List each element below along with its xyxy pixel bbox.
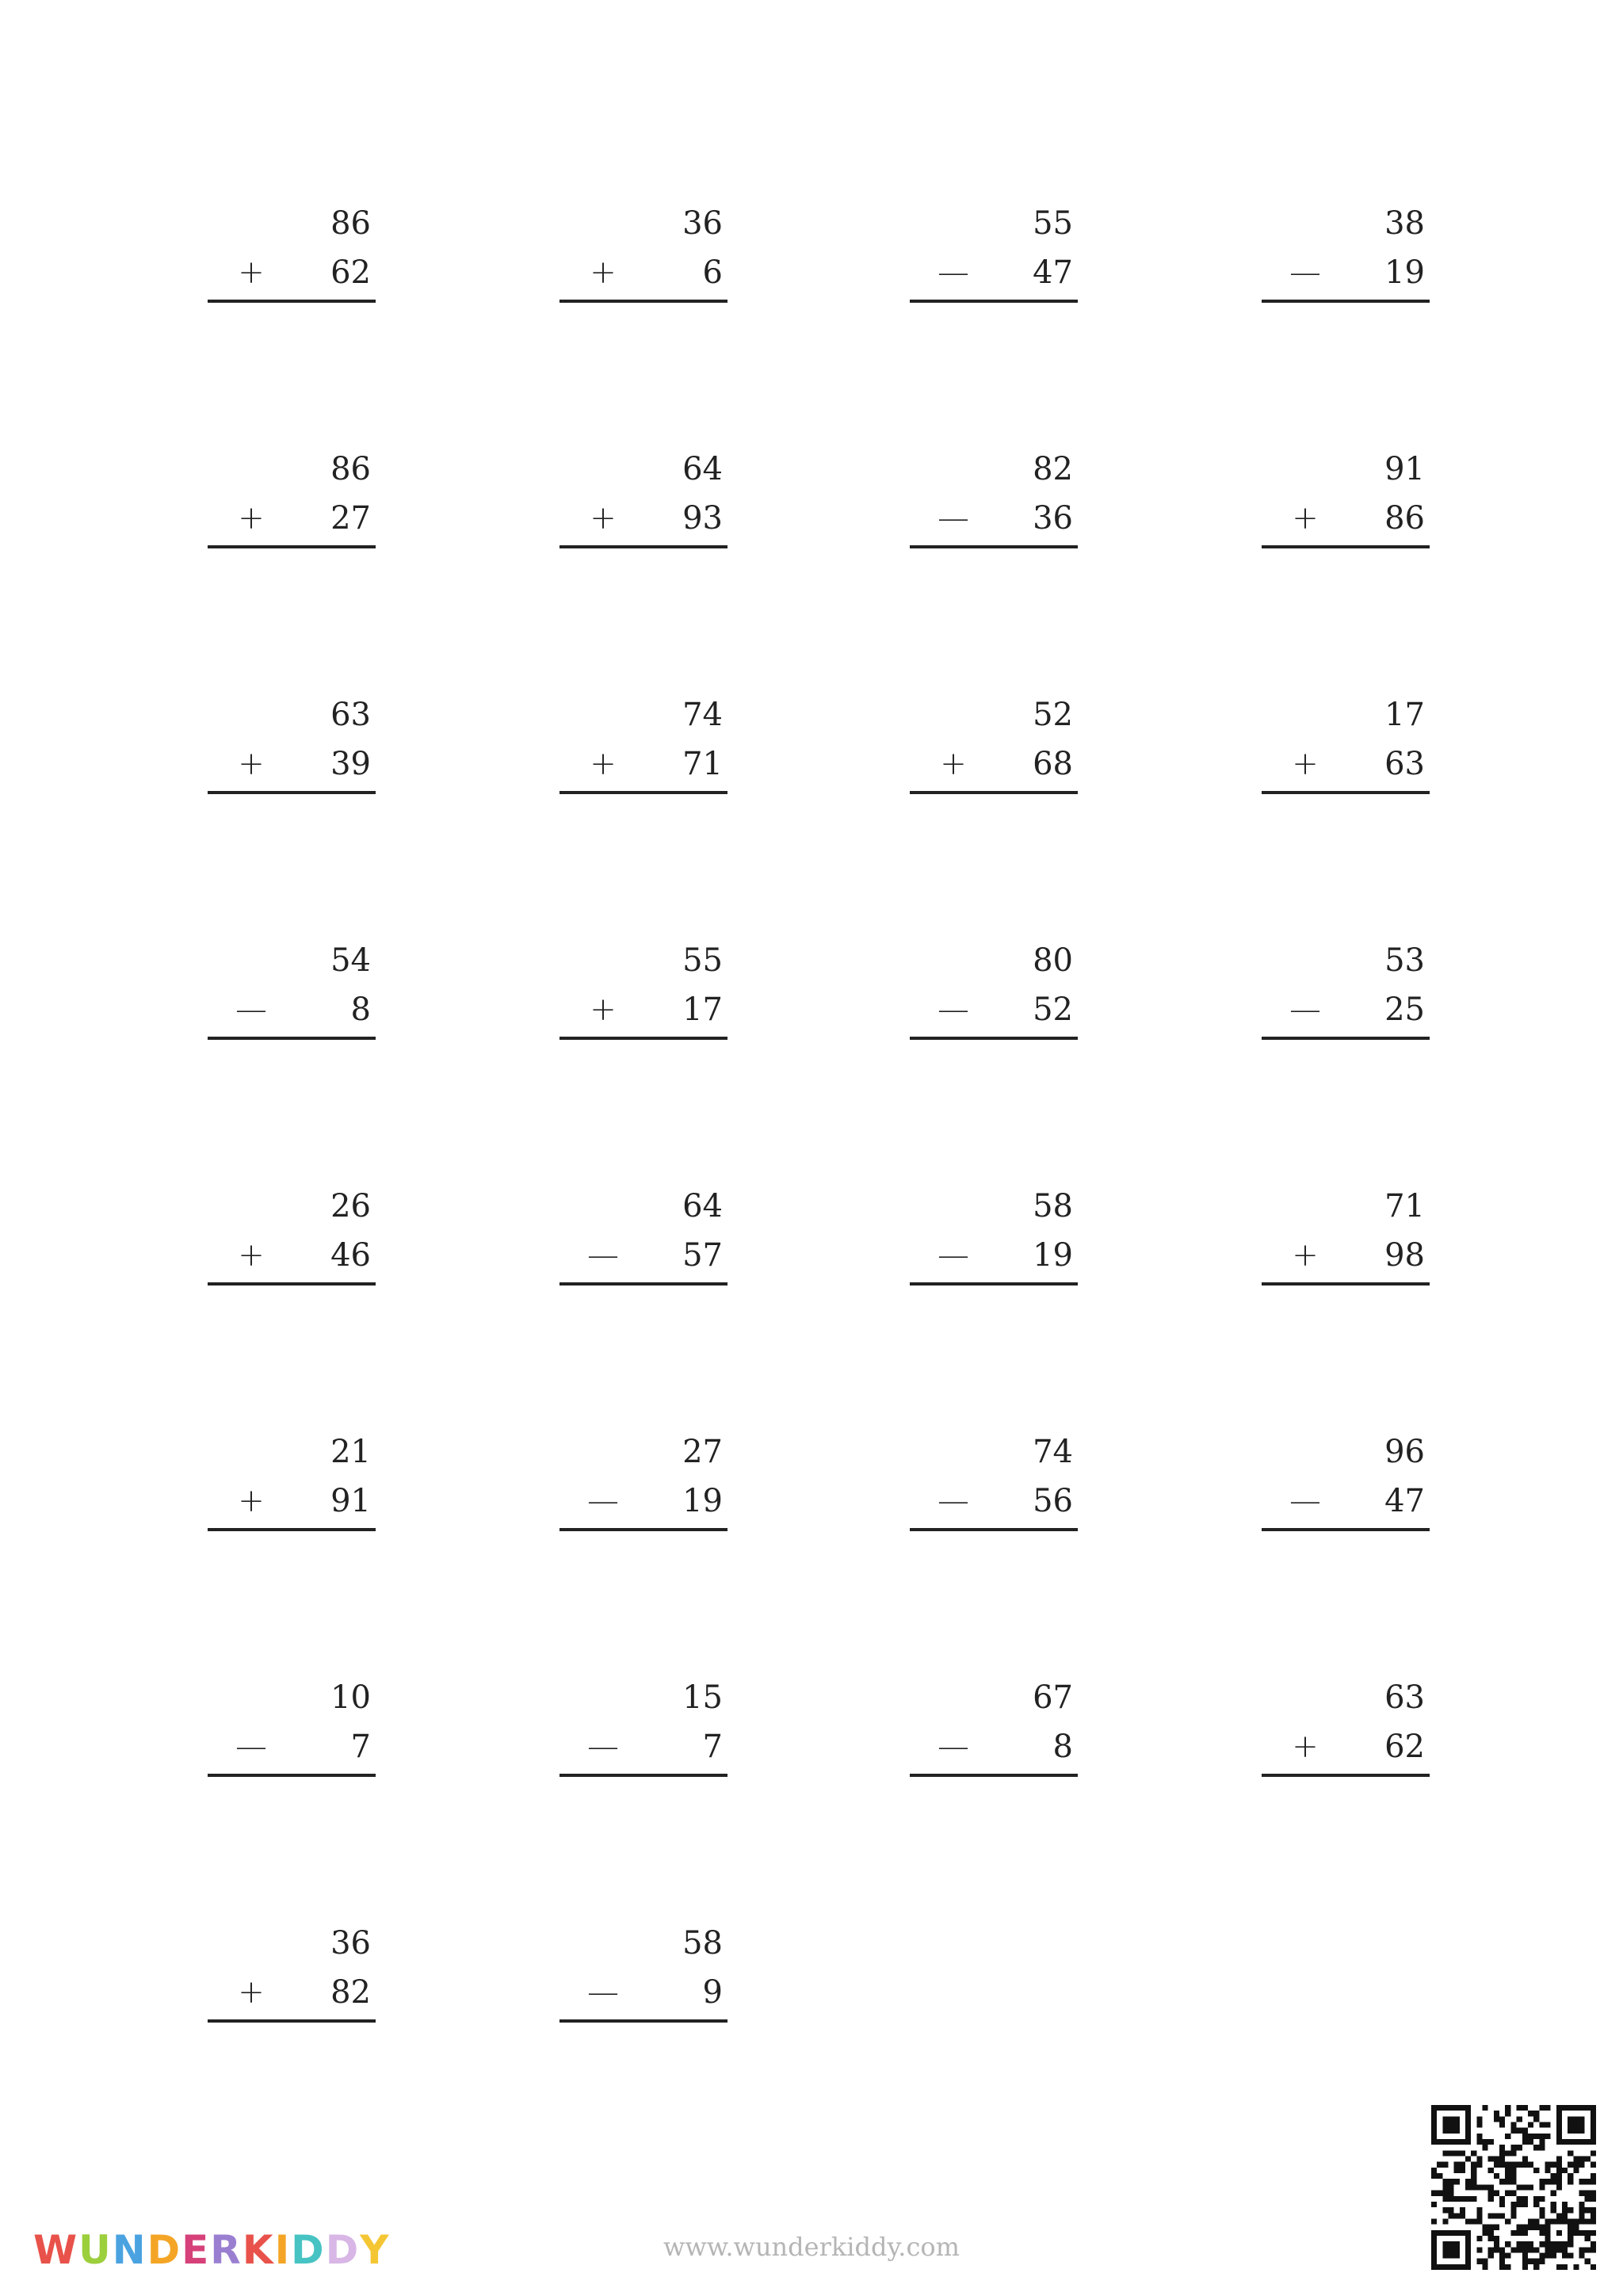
minus-sign: — bbox=[1289, 254, 1321, 291]
problem-top-number: 71 bbox=[1384, 1188, 1425, 1224]
plus-sign: + bbox=[1292, 746, 1319, 782]
problem bbox=[208, 447, 376, 558]
problem-top-number: 82 bbox=[1033, 451, 1073, 487]
problem-bottom-number: 17 bbox=[682, 991, 723, 1028]
problem-top-number: 58 bbox=[1033, 1188, 1073, 1224]
minus-sign: — bbox=[587, 1483, 619, 1519]
minus-sign: — bbox=[938, 500, 969, 537]
problem bbox=[208, 1921, 376, 2032]
answer-line bbox=[910, 1774, 1078, 1777]
minus-sign: — bbox=[938, 1237, 969, 1274]
plus-sign: + bbox=[1292, 1729, 1319, 1765]
problem-top-number: 64 bbox=[682, 451, 723, 487]
problem-bottom-number: 7 bbox=[350, 1729, 371, 1765]
problem-top-number: 27 bbox=[682, 1434, 723, 1470]
problem-top-number: 74 bbox=[1033, 1434, 1073, 1470]
answer-line bbox=[559, 791, 727, 794]
problem bbox=[1262, 1430, 1430, 1541]
problem-top-number: 63 bbox=[1384, 1679, 1425, 1716]
problem bbox=[559, 693, 727, 804]
answer-line bbox=[1262, 1528, 1430, 1531]
problem bbox=[1262, 201, 1430, 312]
logo-letter: W bbox=[33, 2227, 78, 2273]
problem-top-number: 55 bbox=[682, 942, 723, 979]
logo-letter: K bbox=[242, 2227, 273, 2273]
logo-letter: D bbox=[325, 2227, 359, 2273]
problem bbox=[910, 1675, 1078, 1786]
logo-letter: I bbox=[274, 2227, 290, 2273]
answer-line bbox=[208, 791, 376, 794]
problem-top-number: 21 bbox=[330, 1434, 371, 1470]
problem bbox=[208, 1675, 376, 1786]
problem-bottom-number: 63 bbox=[1384, 746, 1425, 782]
problem-top-number: 74 bbox=[682, 697, 723, 733]
problem-bottom-number: 25 bbox=[1384, 991, 1425, 1028]
minus-sign: — bbox=[1289, 991, 1321, 1028]
answer-line bbox=[910, 1528, 1078, 1531]
problem-top-number: 86 bbox=[330, 451, 371, 487]
problem-top-number: 55 bbox=[1033, 205, 1073, 242]
problem-bottom-number: 7 bbox=[702, 1729, 723, 1765]
plus-sign: + bbox=[1292, 1237, 1319, 1274]
answer-line bbox=[1262, 791, 1430, 794]
problem bbox=[910, 938, 1078, 1049]
problem-top-number: 96 bbox=[1384, 1434, 1425, 1470]
problem bbox=[559, 1430, 727, 1541]
problem-bottom-number: 52 bbox=[1033, 991, 1073, 1028]
problem bbox=[559, 938, 727, 1049]
problem bbox=[208, 1184, 376, 1295]
plus-sign: + bbox=[238, 500, 265, 537]
minus-sign: — bbox=[587, 1237, 619, 1274]
answer-line bbox=[559, 2019, 727, 2023]
problem-bottom-number: 9 bbox=[702, 1974, 723, 2011]
answer-line bbox=[910, 791, 1078, 794]
plus-sign: + bbox=[238, 1237, 265, 1274]
problem-top-number: 54 bbox=[330, 942, 371, 979]
problem-bottom-number: 19 bbox=[1033, 1237, 1073, 1274]
problem-bottom-number: 82 bbox=[330, 1974, 371, 2011]
answer-line bbox=[208, 1282, 376, 1286]
problem-top-number: 10 bbox=[330, 1679, 371, 1716]
logo-letter: N bbox=[112, 2227, 146, 2273]
problem bbox=[910, 693, 1078, 804]
problem-bottom-number: 91 bbox=[330, 1483, 371, 1519]
problem-bottom-number: 86 bbox=[1384, 500, 1425, 537]
minus-sign: — bbox=[587, 1729, 619, 1765]
logo-letter: U bbox=[78, 2227, 111, 2273]
plus-sign: + bbox=[238, 746, 265, 782]
answer-line bbox=[208, 2019, 376, 2023]
plus-sign: + bbox=[590, 746, 617, 782]
answer-line bbox=[1262, 1037, 1430, 1040]
problem bbox=[910, 447, 1078, 558]
answer-line bbox=[559, 300, 727, 303]
answer-line bbox=[910, 1037, 1078, 1040]
problem-top-number: 53 bbox=[1384, 942, 1425, 979]
answer-line bbox=[208, 1774, 376, 1777]
minus-sign: — bbox=[938, 1729, 969, 1765]
problem-top-number: 80 bbox=[1033, 942, 1073, 979]
problem-top-number: 63 bbox=[330, 697, 371, 733]
problem bbox=[208, 938, 376, 1049]
problem-top-number: 52 bbox=[1033, 697, 1073, 733]
problem bbox=[1262, 1675, 1430, 1786]
problem bbox=[1262, 447, 1430, 558]
problem-top-number: 67 bbox=[1033, 1679, 1073, 1716]
problem bbox=[208, 1430, 376, 1541]
problem-bottom-number: 36 bbox=[1033, 500, 1073, 537]
problem-bottom-number: 93 bbox=[682, 500, 723, 537]
problem-bottom-number: 39 bbox=[330, 746, 371, 782]
plus-sign: + bbox=[590, 500, 617, 537]
minus-sign: — bbox=[235, 991, 267, 1028]
problem bbox=[559, 1184, 727, 1295]
website-url: www.wunderkiddy.com bbox=[663, 2232, 960, 2262]
problem-bottom-number: 6 bbox=[702, 254, 723, 291]
plus-sign: + bbox=[940, 746, 967, 782]
minus-sign: — bbox=[938, 1483, 969, 1519]
plus-sign: + bbox=[1292, 500, 1319, 537]
problem bbox=[559, 447, 727, 558]
answer-line bbox=[1262, 1282, 1430, 1286]
minus-sign: — bbox=[235, 1729, 267, 1765]
problem-bottom-number: 8 bbox=[350, 991, 371, 1028]
problem-bottom-number: 71 bbox=[682, 746, 723, 782]
answer-line bbox=[559, 1282, 727, 1286]
problem-bottom-number: 8 bbox=[1052, 1729, 1073, 1765]
answer-line bbox=[559, 545, 727, 548]
logo-letter: D bbox=[147, 2227, 181, 2273]
problem bbox=[1262, 938, 1430, 1049]
minus-sign: — bbox=[938, 991, 969, 1028]
problem-bottom-number: 56 bbox=[1033, 1483, 1073, 1519]
problem bbox=[559, 1675, 727, 1786]
problem bbox=[910, 201, 1078, 312]
plus-sign: + bbox=[238, 1483, 265, 1519]
plus-sign: + bbox=[590, 254, 617, 291]
problem-top-number: 91 bbox=[1384, 451, 1425, 487]
logo-letter: Y bbox=[360, 2227, 389, 2273]
logo-letter: D bbox=[291, 2227, 324, 2273]
problem-top-number: 15 bbox=[682, 1679, 723, 1716]
problem-top-number: 64 bbox=[682, 1188, 723, 1224]
answer-line bbox=[559, 1037, 727, 1040]
plus-sign: + bbox=[238, 1974, 265, 2011]
problem-top-number: 26 bbox=[330, 1188, 371, 1224]
problem-top-number: 86 bbox=[330, 205, 371, 242]
problem-top-number: 58 bbox=[682, 1925, 723, 1962]
answer-line bbox=[1262, 545, 1430, 548]
answer-line bbox=[1262, 1774, 1430, 1777]
answer-line bbox=[910, 545, 1078, 548]
answer-line bbox=[208, 1528, 376, 1531]
answer-line bbox=[910, 300, 1078, 303]
answer-line bbox=[208, 300, 376, 303]
plus-sign: + bbox=[238, 254, 265, 291]
problem-bottom-number: 19 bbox=[682, 1483, 723, 1519]
problem bbox=[1262, 1184, 1430, 1295]
problem-bottom-number: 62 bbox=[330, 254, 371, 291]
problem-top-number: 17 bbox=[1384, 697, 1425, 733]
answer-line bbox=[208, 545, 376, 548]
minus-sign: — bbox=[1289, 1483, 1321, 1519]
problem-bottom-number: 19 bbox=[1384, 254, 1425, 291]
problem-top-number: 38 bbox=[1384, 205, 1425, 242]
problem-bottom-number: 27 bbox=[330, 500, 371, 537]
problem-bottom-number: 47 bbox=[1033, 254, 1073, 291]
minus-sign: — bbox=[587, 1974, 619, 2011]
logo-letter: E bbox=[181, 2227, 209, 2273]
problem bbox=[1262, 693, 1430, 804]
problem-top-number: 36 bbox=[682, 205, 723, 242]
answer-line bbox=[1262, 300, 1430, 303]
problem-bottom-number: 62 bbox=[1384, 1729, 1425, 1765]
problem-top-number: 36 bbox=[330, 1925, 371, 1962]
problem-bottom-number: 98 bbox=[1384, 1237, 1425, 1274]
problem-bottom-number: 68 bbox=[1033, 746, 1073, 782]
qr-code bbox=[1431, 2105, 1596, 2270]
plus-sign: + bbox=[590, 991, 617, 1028]
answer-line bbox=[910, 1282, 1078, 1286]
problem bbox=[208, 201, 376, 312]
problem bbox=[910, 1430, 1078, 1541]
problem bbox=[910, 1184, 1078, 1295]
problem bbox=[208, 693, 376, 804]
problem-bottom-number: 46 bbox=[330, 1237, 371, 1274]
answer-line bbox=[559, 1774, 727, 1777]
problem bbox=[559, 201, 727, 312]
problem bbox=[559, 1921, 727, 2032]
minus-sign: — bbox=[938, 254, 969, 291]
problem-bottom-number: 57 bbox=[682, 1237, 723, 1274]
problem-bottom-number: 47 bbox=[1384, 1483, 1425, 1519]
answer-line bbox=[208, 1037, 376, 1040]
answer-line bbox=[559, 1528, 727, 1531]
logo-letter: R bbox=[210, 2227, 241, 2273]
